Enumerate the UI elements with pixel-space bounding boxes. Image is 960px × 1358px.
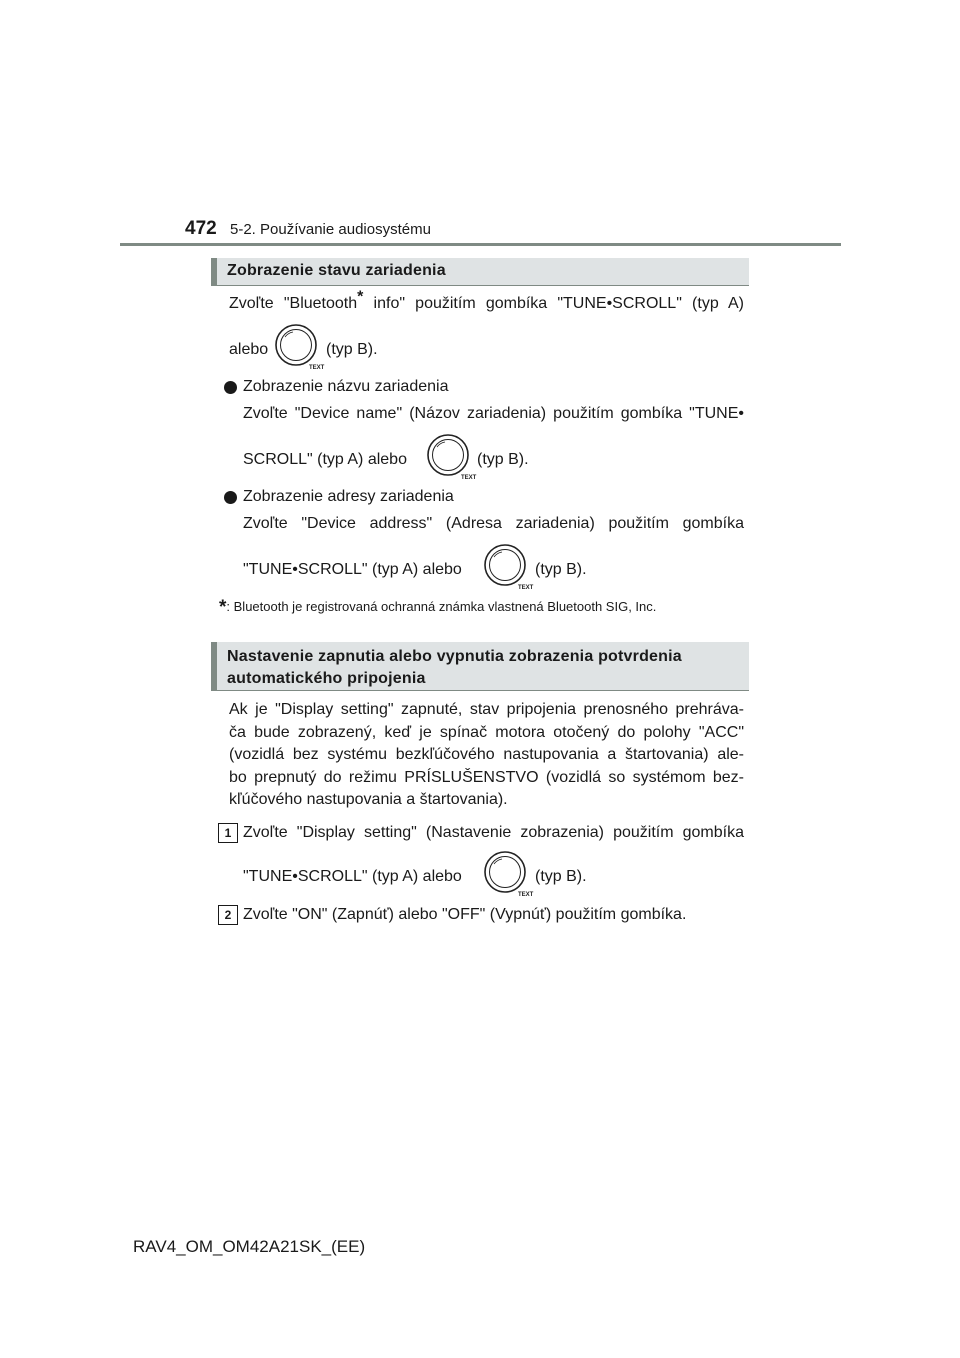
- svg-text:TEXT: TEXT: [309, 365, 325, 371]
- tune-knob-icon: [424, 433, 477, 481]
- paragraph-line: bo prepnutý do režimu PRÍSLUŠENSTVO (vozidlá so systémom bez-: [229, 769, 744, 786]
- bullet-line: Zvoľte "Device name" (Názov zariadenia) použitím gombíka "TUNE•: [243, 405, 744, 422]
- section-heading-label: Zobrazenie stavu zariadenia: [227, 262, 446, 279]
- tune-knob-icon: [481, 850, 534, 898]
- bullet-line: Zvoľte "Device address" (Adresa zariadenia) použitím gombíka: [243, 515, 744, 532]
- section-heading-label: Nastavenie zapnutia alebo vypnutia zobrazenia potvrdenia: [227, 648, 682, 665]
- intro-typb: (typ B).: [326, 341, 378, 358]
- intro-line: Zvoľte "Bluetooth* info" použitím gombíka "TUNE•SCROLL" (typ A): [229, 288, 744, 312]
- paragraph-line: ča bude zobrazený, keď je spínač motora otočený do polohy "ACC": [229, 724, 744, 741]
- step-line: Zvoľte "Display setting" (Nastavenie zobrazenia) použitím gombíka: [243, 824, 744, 841]
- bullet-typb: (typ B).: [535, 561, 587, 578]
- bullet-typb: (typ B).: [477, 451, 529, 468]
- svg-text:TEXT: TEXT: [461, 475, 477, 481]
- tune-knob-icon: [481, 543, 534, 591]
- bullet-line: "TUNE•SCROLL" (typ A) alebo: [243, 561, 462, 578]
- bullet-label: Zobrazenie názvu zariadenia: [243, 378, 449, 395]
- document-code: RAV4_OM_OM42A21SK_(EE): [133, 1237, 366, 1256]
- section-heading-connection-display: [211, 642, 749, 691]
- step-number-2: 2: [218, 905, 238, 925]
- intro-alebo: alebo: [229, 341, 269, 358]
- section-heading-device-status: [211, 258, 749, 286]
- footnote: *: Bluetooth je registrovaná ochranná známka vlastnená Bluetooth SIG, Inc.: [219, 597, 657, 618]
- tune-knob-icon: [272, 323, 325, 371]
- step-line: "TUNE•SCROLL" (typ A) alebo: [243, 868, 462, 885]
- step-typb: (typ B).: [535, 868, 587, 885]
- page-number: 472: [185, 218, 217, 239]
- header-rule: [120, 243, 841, 246]
- step-number-1: 1: [218, 823, 238, 843]
- section-heading-label: automatického pripojenia: [227, 670, 426, 687]
- paragraph-line: Ak je "Display setting" zapnuté, stav pripojenia prenosného prehráva-: [229, 701, 744, 718]
- bullet-line: SCROLL" (typ A) alebo: [243, 451, 407, 468]
- svg-text:TEXT: TEXT: [518, 585, 534, 591]
- bullet-label: Zobrazenie adresy zariadenia: [243, 488, 454, 505]
- bullet-icon: [224, 491, 237, 504]
- paragraph-line: (vozidlá bez systému bezkľúčového nastupovania a štartovania) ale-: [229, 746, 744, 763]
- svg-text:TEXT: TEXT: [518, 892, 534, 898]
- bullet-icon: [224, 381, 237, 394]
- step-line: Zvoľte "ON" (Zapnúť) alebo "OFF" (Vypnúť) použitím gombíka.: [243, 906, 687, 923]
- section-title: 5-2. Používanie audiosystému: [230, 221, 431, 238]
- paragraph-line: kľúčového nastupovania a štartovania).: [229, 791, 508, 808]
